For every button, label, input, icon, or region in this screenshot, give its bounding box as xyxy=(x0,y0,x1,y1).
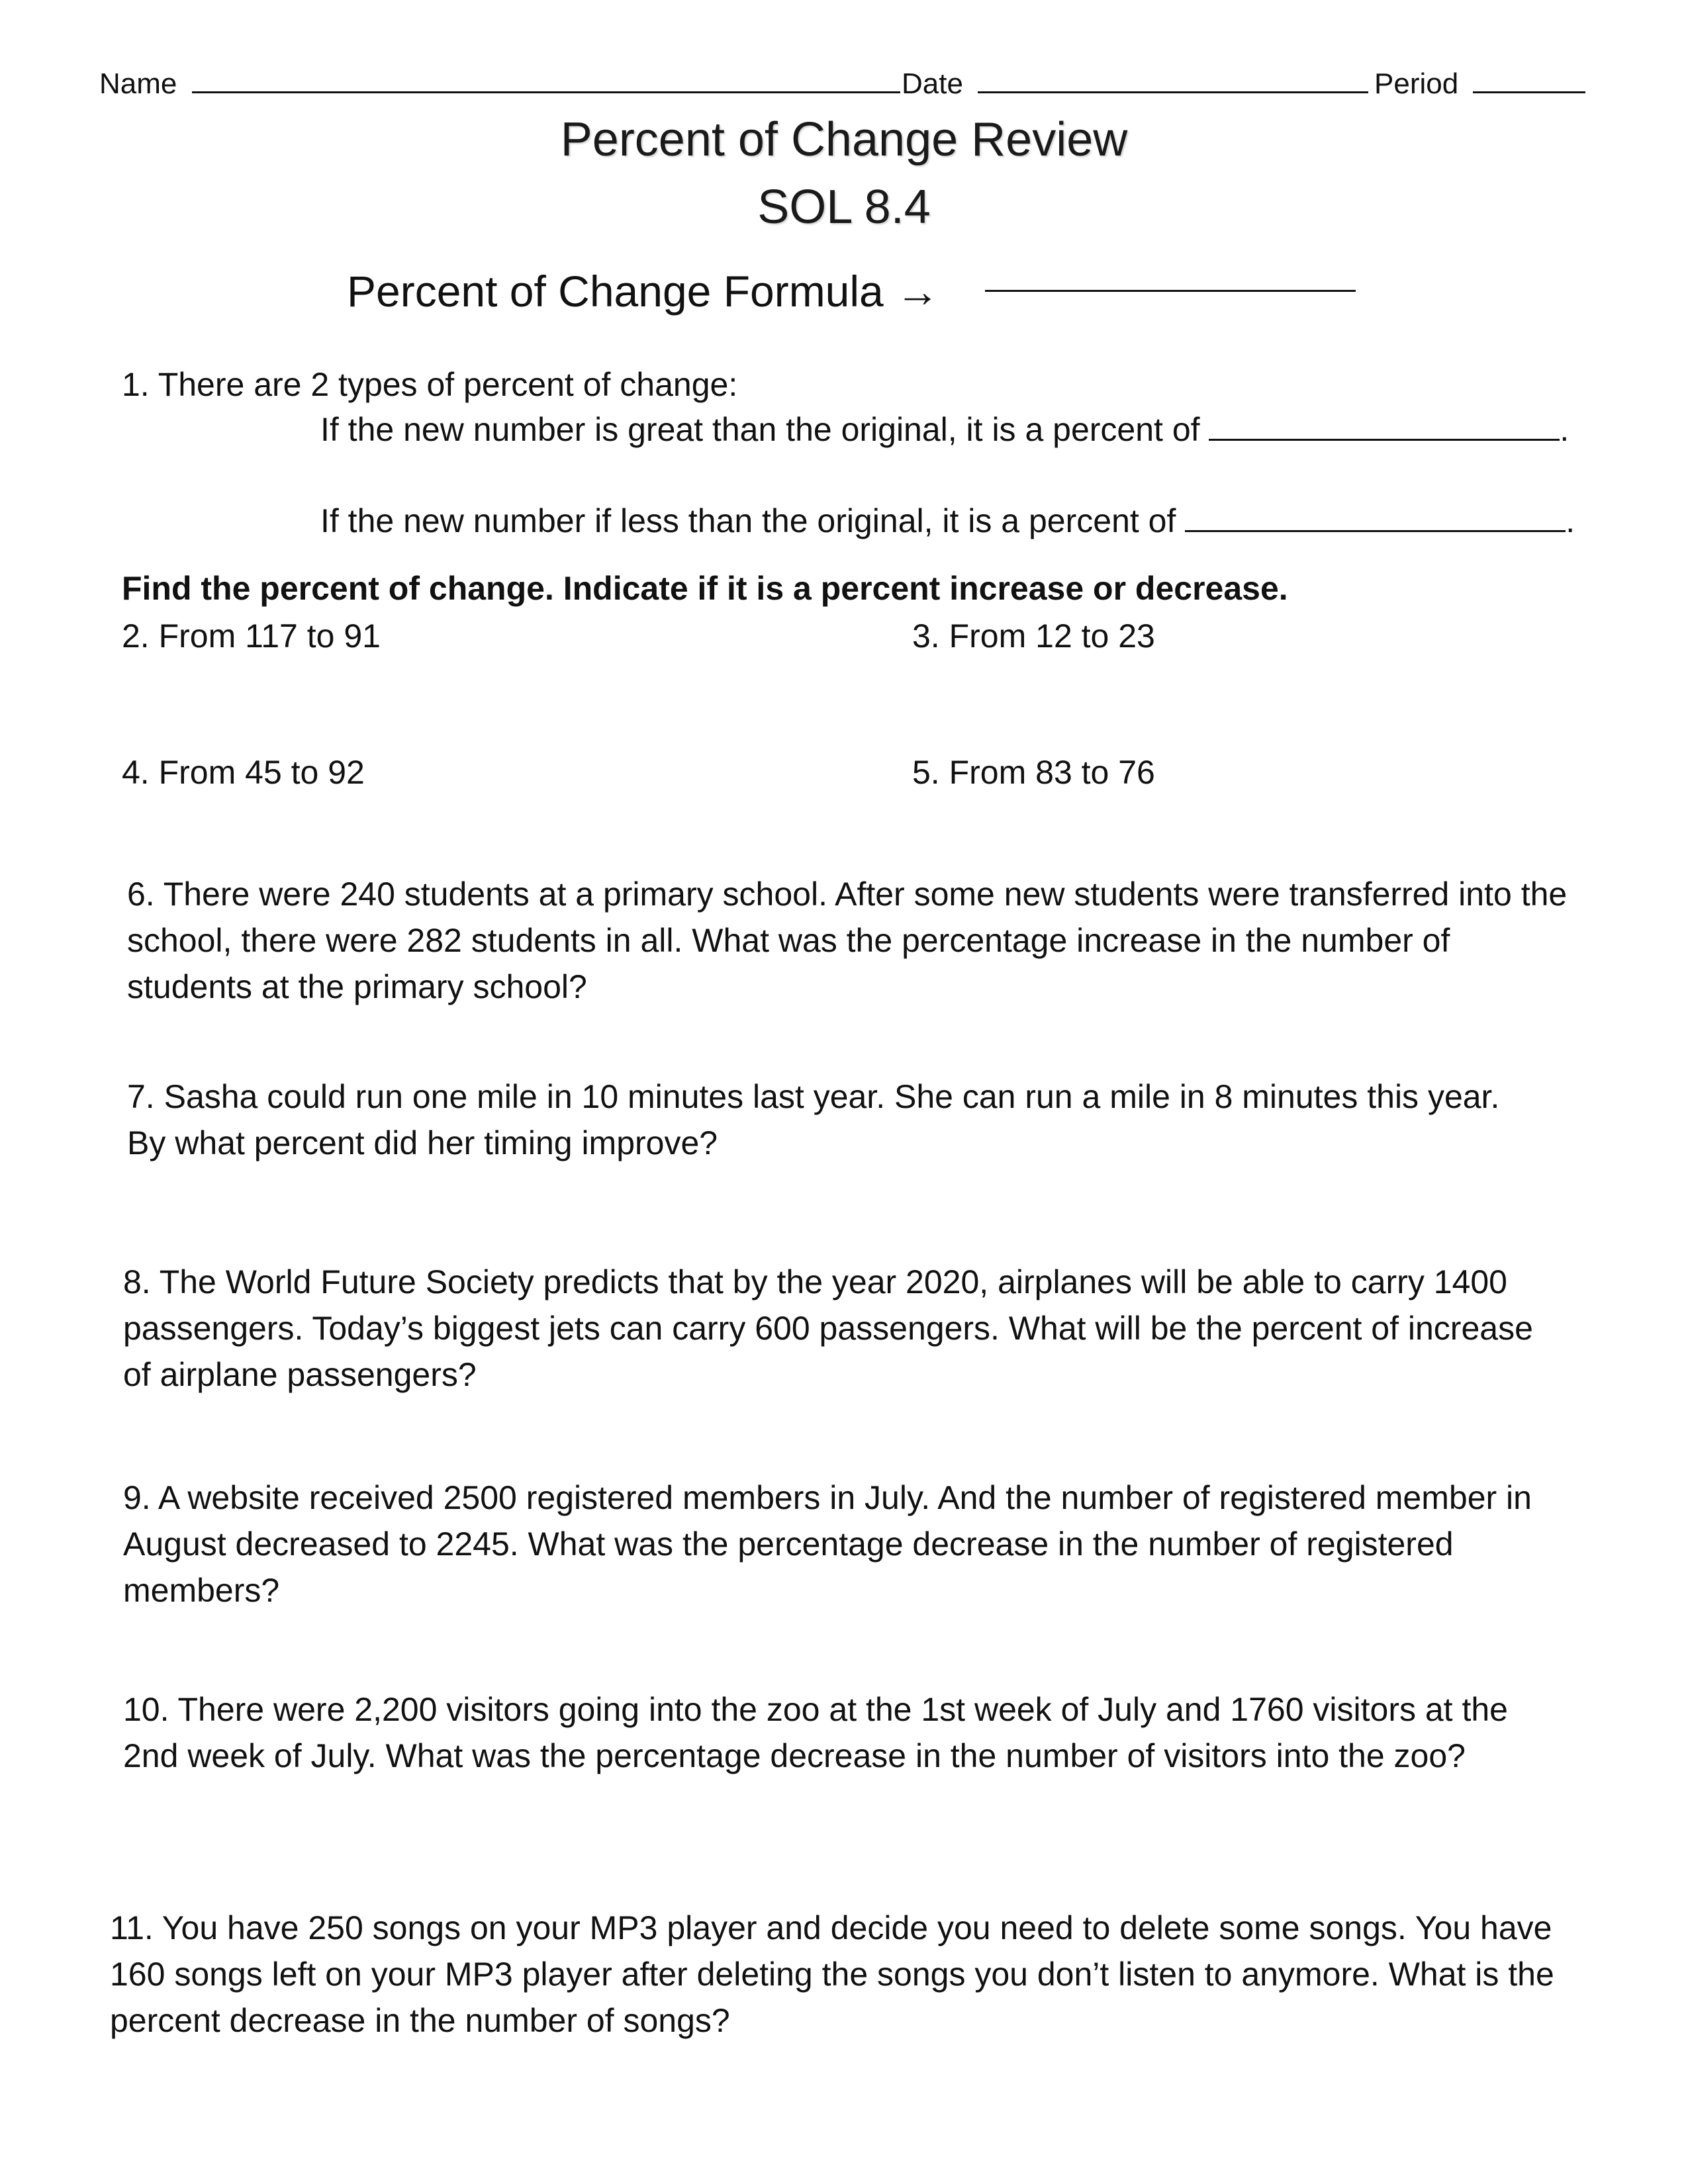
question-11: 11. You have 250 songs on your MP3 player and decide you need to delete some songs. You have 160 songs left on your MP3 player after deleting the songs you don’t listen to anymore. What is the percent decrease in the number of songs? xyxy=(110,1909,1554,2039)
period-blank[interactable] xyxy=(1473,69,1585,93)
right-arrow-icon: → xyxy=(896,267,940,316)
question-3: 3. From 12 to 23 xyxy=(912,617,1155,655)
question-1-line-a-text: If the new number is great than the original, it is a percent of xyxy=(320,411,1209,448)
question-10: 10. There were 2,200 visitors going into the zoo at the 1st week of July and 1760 visitors at the 2nd week of July. What was the percentage decrease in the number of visitors into the zoo? xyxy=(123,1691,1508,1774)
formula-answer-line[interactable] xyxy=(985,290,1356,292)
question-6: 6. There were 240 students at a primary school. After some new students were transferred into the school, there were 282 students in all. What was the percentage increase in the number of students at the primary school? xyxy=(127,876,1568,1005)
question-9: 9. A website received 2500 registered members in July. And the number of registered member in August decreased to 2245. What was the percentage decrease in the number of registered members? xyxy=(123,1479,1532,1609)
page-title: Percent of Change Review xyxy=(560,113,1128,166)
question-1-line-b-text: If the new number if less than the original, it is a percent of xyxy=(320,502,1186,539)
name-label: Name xyxy=(99,68,177,100)
question-5: 5. From 83 to 76 xyxy=(912,754,1155,791)
date-field[interactable] xyxy=(902,68,1368,101)
period-field[interactable] xyxy=(1374,68,1585,101)
instructions: Find the percent of change. Indicate if it is a percent increase or decrease. xyxy=(122,570,1288,607)
question-1-intro: 1. There are 2 types of percent of change: xyxy=(122,366,738,403)
name-blank[interactable] xyxy=(192,69,900,93)
formula-label: Percent of Change Formula xyxy=(347,267,884,316)
decrease-answer-blank[interactable] xyxy=(1185,504,1566,532)
question-4: 4. From 45 to 92 xyxy=(122,754,365,791)
question-1-line-a xyxy=(320,406,1569,453)
period-label: Period xyxy=(1374,68,1459,100)
question-2: 2. From 117 to 91 xyxy=(122,617,381,655)
date-blank[interactable] xyxy=(978,69,1368,93)
date-label: Date xyxy=(902,68,963,100)
name-field[interactable] xyxy=(99,68,900,101)
page-subtitle: SOL 8.4 xyxy=(757,181,931,234)
formula-heading xyxy=(347,266,939,316)
question-1-line-b-end: . xyxy=(1566,502,1575,539)
question-1-line-b xyxy=(320,498,1575,544)
increase-answer-blank[interactable] xyxy=(1209,412,1560,441)
question-8: 8. The World Future Society predicts that by the year 2020, airplanes will be able to carry 1400 passengers. Today’s biggest jets can carry 600 passengers. What will be the percent of increase of airplane passengers? xyxy=(123,1263,1533,1393)
question-1-line-a-end: . xyxy=(1560,411,1570,448)
question-7: 7. Sasha could run one mile in 10 minutes last year. She can run a mile in 8 minutes this year. By what percent did her timing improve? xyxy=(127,1078,1500,1161)
